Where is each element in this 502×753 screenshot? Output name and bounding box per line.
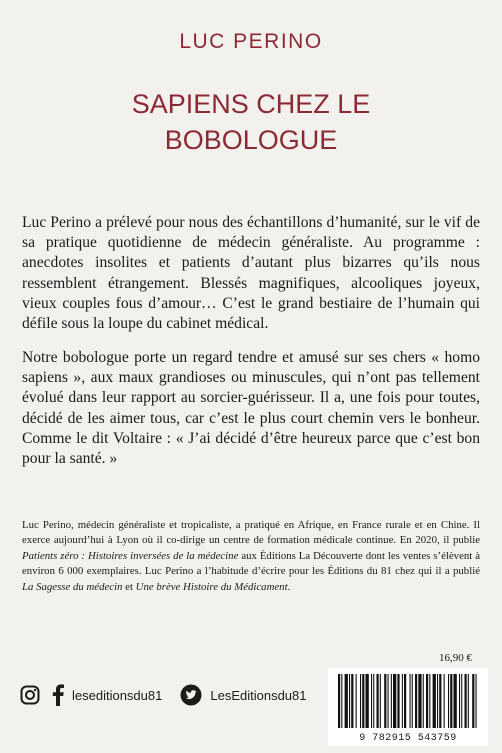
bio-text-1: Luc Perino, médecin généraliste et tropicaliste, a pratiqué en Afrique, en France rurale et en Chine. Il exerce aujourd’hui à Lyon où il co-dirige un centre de formation médicale continue. En 2020, il publie (22, 519, 480, 547)
title-line-2: BOBOLOGUE (164, 125, 338, 155)
bio-text-4: . (287, 580, 291, 593)
barcode-bars (336, 674, 480, 728)
social-footer (20, 683, 307, 707)
social-handle[interactable]: leseditionsdu81 (72, 687, 163, 703)
blurb-paragraph-1: Luc Perino a prélevé pour nous des échantillons d’humanité, sur le vif de sa pratique quotidienne de médecin généraliste. Au programme : anecdotes insolites et patients d’autant plus bizarres qu’ils nous ressemblent étrangement. Blessés magnifiques, alcooliques joyeux, vieux couples fous d’amour… C’est le grand bestiaire de l’humain qui défile sous la loupe du cabinet médical. (22, 214, 480, 333)
isbn-barcode (328, 668, 488, 746)
facebook-icon[interactable] (52, 684, 64, 706)
book-title (0, 86, 502, 158)
twitter-handle[interactable]: LesEditionsdu81 (210, 687, 307, 703)
bio-book-3: Une brève Histoire du Médicament (135, 580, 288, 593)
price-label: 16,90 € (439, 652, 472, 664)
bio-book-2: La Sagesse du médecin (22, 580, 123, 593)
instagram-icon[interactable] (20, 685, 40, 705)
author-name: LUC PERINO (179, 30, 323, 53)
barcode-number: 9 782915 543759 (359, 733, 457, 744)
twitter-icon[interactable] (180, 684, 202, 706)
title-line-1: SAPIENS CHEZ LE (131, 89, 371, 119)
blurb-paragraph-2: Notre bobologue porte un regard tendre et amusé sur ses chers « homo sapiens », aux maux grandioses ou minuscules, qui n’ont pas tellement évolué dans leur rapport au sorcier-guérisseur. Il a, une fois pour toutes, décidé de les aimer tous, car c’est le plus court chemin vers le bonheur. Comme le dit Voltaire : « J’ai décidé d’être heureux parce que c’est bon pour la santé. » (22, 349, 480, 468)
bio-text-3: et (122, 580, 136, 593)
author-bio (22, 518, 480, 595)
bio-book-1: Patients zéro : Histoires inversées de la médecine (22, 549, 239, 562)
bio-text-2: aux Éditions La Découverte dont les ventes s’élèvent à environ 6 000 exemplaires. Luc Perino a l’habitude d’écrire pour les Éditions du 81 chez qui il a publié (22, 549, 480, 578)
